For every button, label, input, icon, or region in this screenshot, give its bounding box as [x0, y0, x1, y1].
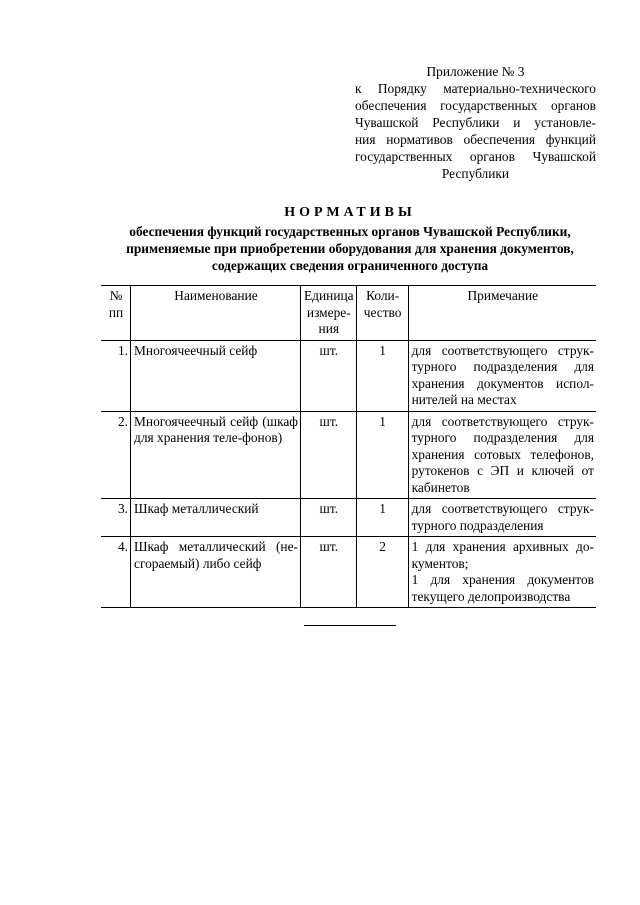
cell-name: Шкаф металлический: [131, 499, 301, 537]
appendix-title: Приложение № 3: [426, 64, 525, 79]
table-row: [101, 499, 596, 537]
cell-num: 4.: [101, 537, 131, 608]
table-body: [101, 340, 596, 608]
table-row: [101, 340, 596, 411]
note-line: для соответствующего струк-турного подразделения для хранения документов испол-нителей на местах: [411, 342, 594, 407]
separator-line: [304, 625, 396, 626]
heading-subtitle-line: обеспечения функций государственных органов Чувашской Республики,: [129, 224, 571, 239]
cell-num: 3.: [101, 499, 131, 537]
appendix-line: Чувашской Республики и установле-: [355, 115, 596, 130]
cell-unit: шт.: [301, 499, 357, 537]
cell-unit: шт.: [301, 340, 357, 411]
cell-num: 2.: [101, 411, 131, 499]
heading-subtitle-line: содержащих сведения ограниченного доступа: [211, 258, 489, 273]
cell-note: [408, 537, 596, 608]
cell-name: Шкаф металлический (не-сгораемый) либо сейф: [131, 537, 301, 608]
appendix-line: к Порядку материально-технического: [355, 81, 596, 96]
appendix-line: обеспечения государственных органов: [355, 98, 596, 113]
note-line: 1 для хранения архивных до-кументов;: [411, 539, 594, 571]
cell-num: 1.: [101, 340, 131, 411]
note-line: для соответствующего струк-турного подразделения: [411, 501, 594, 533]
note-line: для соответствующего струк-турного подразделения для хранения сотовых телефонов, рутокенов с ЭП и ключей от кабинетов: [411, 413, 594, 495]
cell-unit: шт.: [301, 537, 357, 608]
cell-note: [408, 340, 596, 411]
appendix-line: Республики: [441, 166, 510, 181]
cell-qty: 1: [356, 499, 408, 537]
table-header-row: [101, 286, 596, 341]
appendix-line: государственных органов Чувашской: [355, 149, 596, 164]
norms-table: [101, 285, 596, 608]
table-row: [101, 411, 596, 499]
header-note: Примечание: [408, 286, 596, 341]
cell-qty: 1: [356, 340, 408, 411]
cell-note: [408, 499, 596, 537]
cell-qty: 2: [356, 537, 408, 608]
note-line: 1 для хранения документов текущего делопроизводства: [411, 572, 594, 604]
appendix-body: [355, 80, 596, 182]
heading-title: НОРМАТИВЫ: [284, 205, 416, 220]
cell-name: Многоячеечный сейф: [131, 340, 301, 411]
cell-name: Многоячеечный сейф (шкаф для хранения теле-фонов): [131, 411, 301, 499]
header-name: Наименование: [131, 286, 301, 341]
appendix-block: [355, 63, 596, 182]
cell-qty: 1: [356, 411, 408, 499]
appendix-line: ния нормативов обеспечения функций: [355, 132, 596, 147]
cell-unit: шт.: [301, 411, 357, 499]
cell-note: [408, 411, 596, 499]
document-heading: [100, 203, 600, 274]
header-qty: Коли-чество: [356, 286, 408, 341]
header-num: № пп: [101, 286, 131, 341]
header-unit: Единица измере-ния: [301, 286, 357, 341]
table-row: [101, 537, 596, 608]
heading-subtitle-line: применяемые при приобретении оборудования для хранения документов,: [126, 241, 574, 256]
